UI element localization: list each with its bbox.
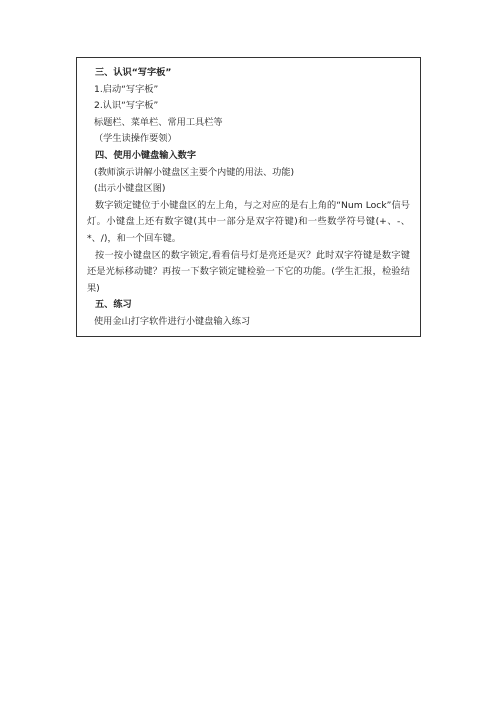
section-4-line-2: (出示小键盘区图) xyxy=(94,183,166,195)
section-3-item-3: 标题栏、菜单栏、常用工具栏等 xyxy=(94,116,223,128)
section-4-title: 四、使用小键盘输入数字 xyxy=(95,149,197,161)
section-4-paragraph-1: 数字锁定键位于小键盘区的左上角，与之对应的是右上角的“Num Lock”信号灯。小键盘上还有数字键(其中一部分是双字符键)和一些数学符号键(+、-、*、/)，和一个回车键。 xyxy=(87,199,410,244)
section-4-line-1: (教师演示讲解小键盘区主要个内键的用法、功能) xyxy=(94,166,295,178)
section-4-paragraph-2: 按一按小键盘区的数字锁定,看看信号灯是亮还是灭？此时双字符键是数字键还是光标移动键？再按一下数字锁定键检验一下它的功能。(学生汇报，检验结果) xyxy=(87,249,410,294)
section-3-item-1: 1.启动“写字板” xyxy=(94,83,159,95)
section-3-item-2: 2.认识“写字板” xyxy=(94,100,159,112)
section-3-title: 三、认识“写字板” xyxy=(95,67,172,78)
lesson-plan-box xyxy=(76,57,421,337)
section-3-note: （学生读操作要领） xyxy=(94,133,177,145)
section-5-line-1: 使用金山打字软件进行小键盘输入练习 xyxy=(94,315,251,327)
section-5-title: 五、练习 xyxy=(95,299,132,311)
